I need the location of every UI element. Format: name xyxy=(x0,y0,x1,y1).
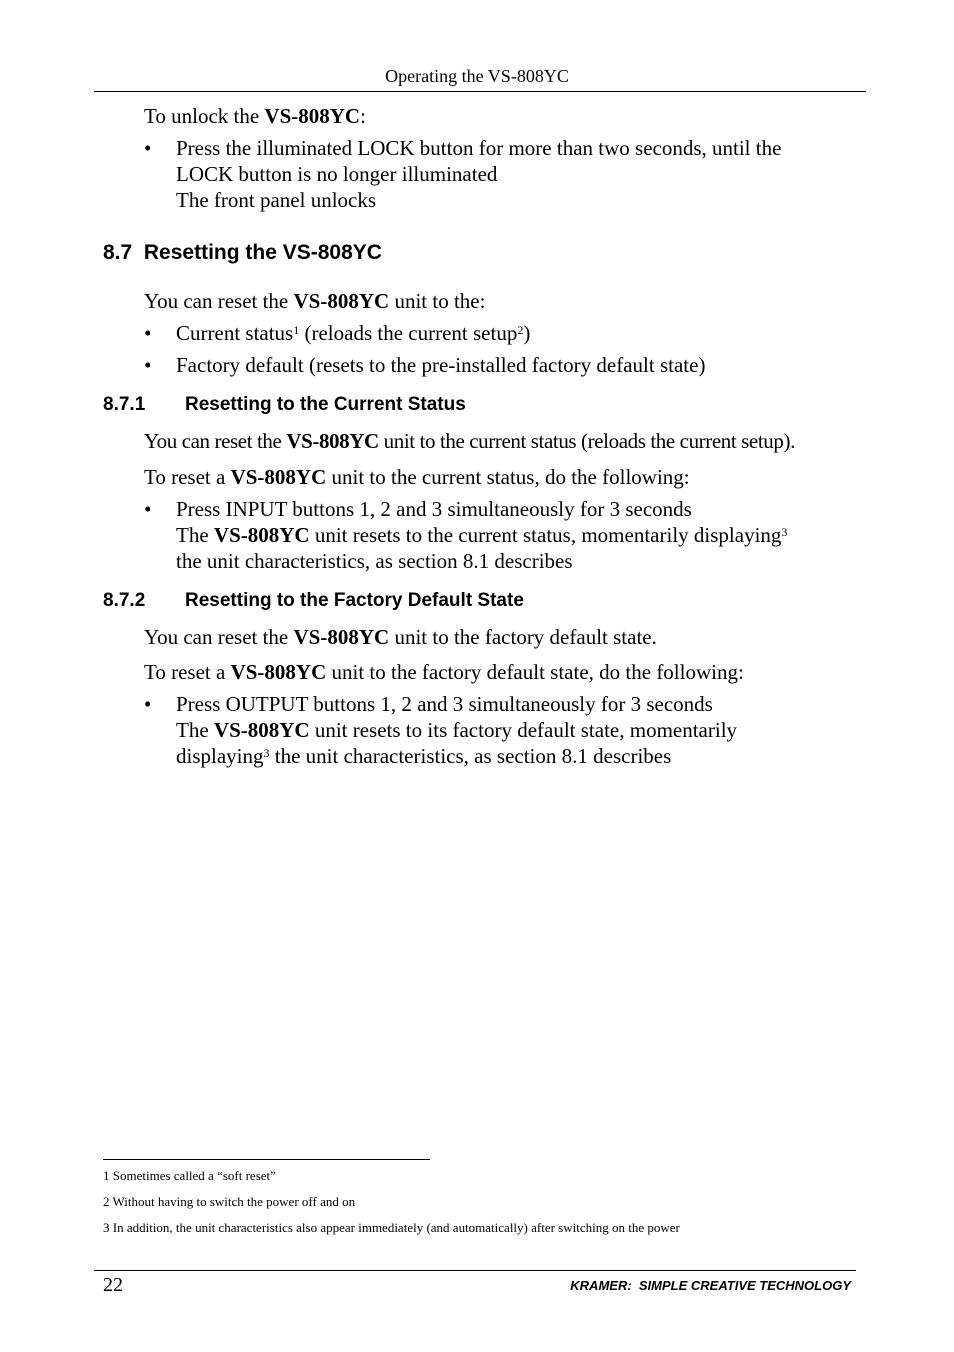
footnote-ref: 1 xyxy=(293,323,300,337)
factory-default-bullet: • Press OUTPUT buttons 1, 2 and 3 simultaneously for 3 seconds The VS-808YC unit resets to its factory default state, momentarily displaying$^3$ the unit characteristics, as section 8.1 describes xyxy=(144,692,738,768)
footnote-ref: 2 xyxy=(517,323,524,337)
footer-brand: KRAMER: SIMPLE CREATIVE TECHNOLOGY xyxy=(570,1278,851,1293)
section-8-7-intro: You can reset the VS-808YC unit to the: xyxy=(144,289,486,313)
section-heading-8-7-1: Resetting to the Current Status xyxy=(185,394,466,415)
unlock-bullet-line1: Press the illuminated LOCK button for more than two seconds, until the xyxy=(176,136,782,160)
running-header: Operating the VS-808YC xyxy=(385,66,569,86)
bullet-glyph: • xyxy=(144,321,152,345)
page-number: 22 xyxy=(103,1274,123,1296)
current-status-bullet: • Press INPUT buttons 1, 2 and 3 simultaneously for 3 seconds The VS-808YC unit resets to the current status, momentarily displaying$^3$ the unit characteristics, as section 8.1 describes xyxy=(144,497,788,573)
section-number-8-7-1: 8.7.1 xyxy=(103,394,146,415)
section-8-7-2-p1: You can reset the VS-808YC unit to the factory default state. xyxy=(144,625,657,649)
unlock-bullet-line3: The front panel unlocks xyxy=(176,188,377,212)
footnote-ref: 3 xyxy=(781,525,788,539)
footnote-1: 1 Sometimes called a “soft reset” xyxy=(103,1168,276,1183)
bullet-glyph: • xyxy=(144,136,152,160)
bullet-glyph: • xyxy=(144,692,152,716)
section-number-8-7-2: 8.7.2 xyxy=(103,590,146,611)
section-heading-8-7: 8.7 Resetting the VS-808YC xyxy=(103,241,382,264)
footnote-ref: 3 xyxy=(263,746,270,760)
footnote-2: 2 Without having to switch the power off and on xyxy=(103,1194,356,1209)
footnote-3: 3 In addition, the unit characteristics also appear immediately (and automatically) after switching on the power xyxy=(103,1220,680,1235)
footer-divider xyxy=(94,1270,856,1271)
section-heading-8-7-2: Resetting to the Factory Default State xyxy=(185,590,524,611)
unlock-bullet-line2: LOCK button is no longer illuminated xyxy=(176,162,498,186)
section-8-7-1-p2: To reset a VS-808YC unit to the current status, do the following: xyxy=(144,465,690,489)
reset-option-current: • Current status$^1$ (reloads the current setup$^2$) xyxy=(144,321,531,345)
footnote-divider xyxy=(103,1159,430,1160)
unlock-intro: To unlock the VS-808YC: xyxy=(144,104,366,128)
section-8-7-2-p2: To reset a VS-808YC unit to the factory default state, do the following: xyxy=(144,660,744,684)
section-8-7-1-p1: You can reset the VS-808YC unit to the current status (reloads the current setup). xyxy=(144,429,795,453)
header-divider xyxy=(94,91,866,92)
reset-option-factory: • Factory default (resets to the pre-installed factory default state) xyxy=(144,353,706,377)
bullet-glyph: • xyxy=(144,353,152,377)
bullet-glyph: • xyxy=(144,497,152,521)
unlock-bullet xyxy=(144,135,864,215)
